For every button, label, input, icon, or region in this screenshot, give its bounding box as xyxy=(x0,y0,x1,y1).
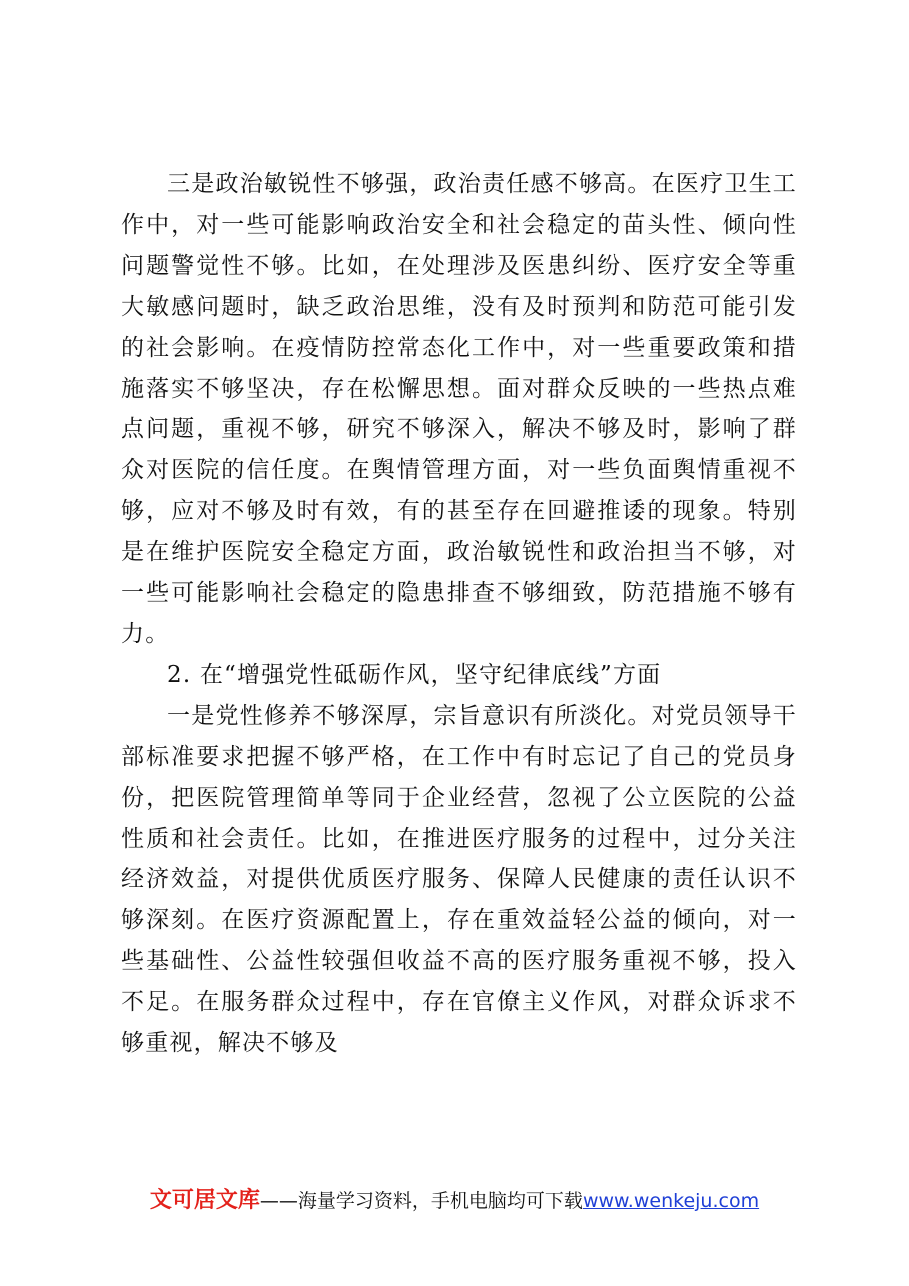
footer-brand: 文可居文库 xyxy=(149,1188,260,1213)
paragraph-political-sensitivity: 三是政治敏锐性不够强，政治责任感不够高。在医疗卫生工作中，对一些可能影响政治安全和社会稳定的苗头性、倾向性问题警觉性不够。比如，在处理涉及医患纠纷、医疗安全等重大敏感问题时，缺乏政治思维，没有及时预判和防范可能引发的社会影响。在疫情防控常态化工作中，对一些重要政策和措施落实不够坚决，存在松懈思想。面对群众反映的一些热点难点问题，重视不够，研究不够深入，解决不够及时，影响了群众对医院的信任度。在舆情管理方面，对一些负面舆情重视不够，应对不够及时有效，有的甚至存在回避推诿的现象。特别是在维护医院安全稳定方面，政治敏锐性和政治担当不够，对一些可能影响社会稳定的隐患排查不够细致，防范措施不够有力。 xyxy=(121,171,797,647)
paragraph-party-cultivation: 一是党性修养不够深厚，宗旨意识有所淡化。对党员领导干部标准要求把握不够严格，在工作中有时忘记了自己的党员身份，把医院管理简单等同于企业经营，忽视了公立医院的公益性质和社会责任。比如，在推进医疗服务的过程中，过分关注经济效益，对提供优质医疗服务、保障人民健康的责任认识不够深刻。在医疗资源配置上，存在重效益轻公益的倾向，对一些基础性、公益性较强但收益不高的医疗服务重视不够，投入不足。在服务群众过程中，存在官僚主义作风，对群众诉求不够重视，解决不够及 xyxy=(121,702,797,1057)
document-body xyxy=(121,164,797,1064)
footer-tagline: ——海量学习资料，手机电脑均可下载 xyxy=(259,1190,583,1212)
footer-banner xyxy=(0,1183,909,1214)
section-heading-party-spirit: 2. 在“增强党性砥砺作风，坚守纪律底线”方面 xyxy=(167,661,662,688)
footer-website-link[interactable]: www.wenkeju.com xyxy=(582,1190,760,1212)
